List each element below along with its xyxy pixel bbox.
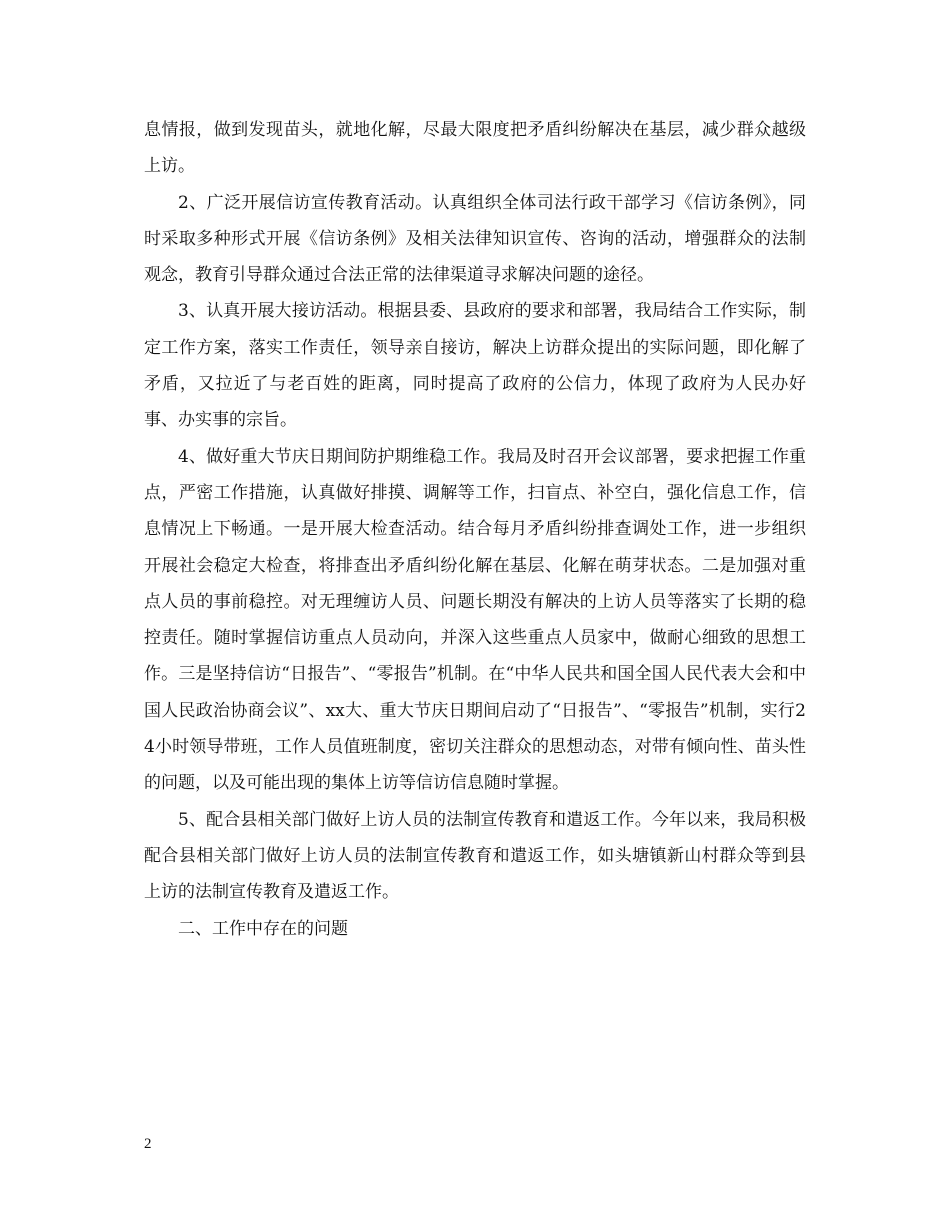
paragraph-2: 2、广泛开展信访宣传教育活动。认真组织全体司法行政干部学习《信访条例》，同时采取多种形式开展《信访条例》及相关法律知识宣传、咨询的活动，增强群众的法制观念，教育引导群众通过合法正常的法律渠道寻求解决问题的途径。 xyxy=(144,192,806,286)
document-body xyxy=(144,112,806,947)
paragraph-1: 息情报，做到发现苗头，就地化解，尽最大限度把矛盾纠纷解决在基层，减少群众越级上访。 xyxy=(144,120,806,177)
paragraph-4: 4、做好重大节庆日期间防护期维稳工作。我局及时召开会议部署，要求把握工作重点，严密工作措施，认真做好排摸、调解等工作，扫盲点、补空白，强化信息工作，信息情况上下畅通。一是开展大检查活动。结合每月矛盾纠纷排查调处工作，进一步组织开展社会稳定大检查，将排查出矛盾纠纷化解在基层、化解在萌芽状态。二是加强对重点人员的事前稳控。对无理缠访人员、问题长期没有解决的上访人员等落实了长期的稳控责任。随时掌握信访重点人员动向，并深入这些重点人员家中，做耐心细致的思想工作。三是坚持信访“日报告”、“零报告”机制。在“中华人民共和国全国人民代表大会和中国人民政治协商会议”、xx大、重大节庆日期间启动了“日报告”、“零报告”机制，实行24小时领导带班，工作人员值班制度，密切关注群众的思想动态，对带有倾向性、苗头性的问题，以及可能出现的集体上访等信访信息随时掌握。 xyxy=(144,446,806,794)
paragraph-5: 5、配合县相关部门做好上访人员的法制宣传教育和遣返工作。今年以来，我局积极配合县相关部门做好上访人员的法制宣传教育和遣返工作，如头塘镇新山村群众等到县上访的法制宣传教育及遣返工作。 xyxy=(144,809,806,903)
page-number: 2 xyxy=(144,1136,152,1152)
paragraph-3: 3、认真开展大接访活动。根据县委、县政府的要求和部署，我局结合工作实际，制定工作方案，落实工作责任，领导亲自接访，解决上访群众提出的实际问题，即化解了矛盾，又拉近了与老百姓的距离，同时提高了政府的公信力，体现了政府为人民办好事、办实事的宗旨。 xyxy=(144,301,806,431)
section-heading: 二、工作中存在的问题 xyxy=(178,918,348,939)
